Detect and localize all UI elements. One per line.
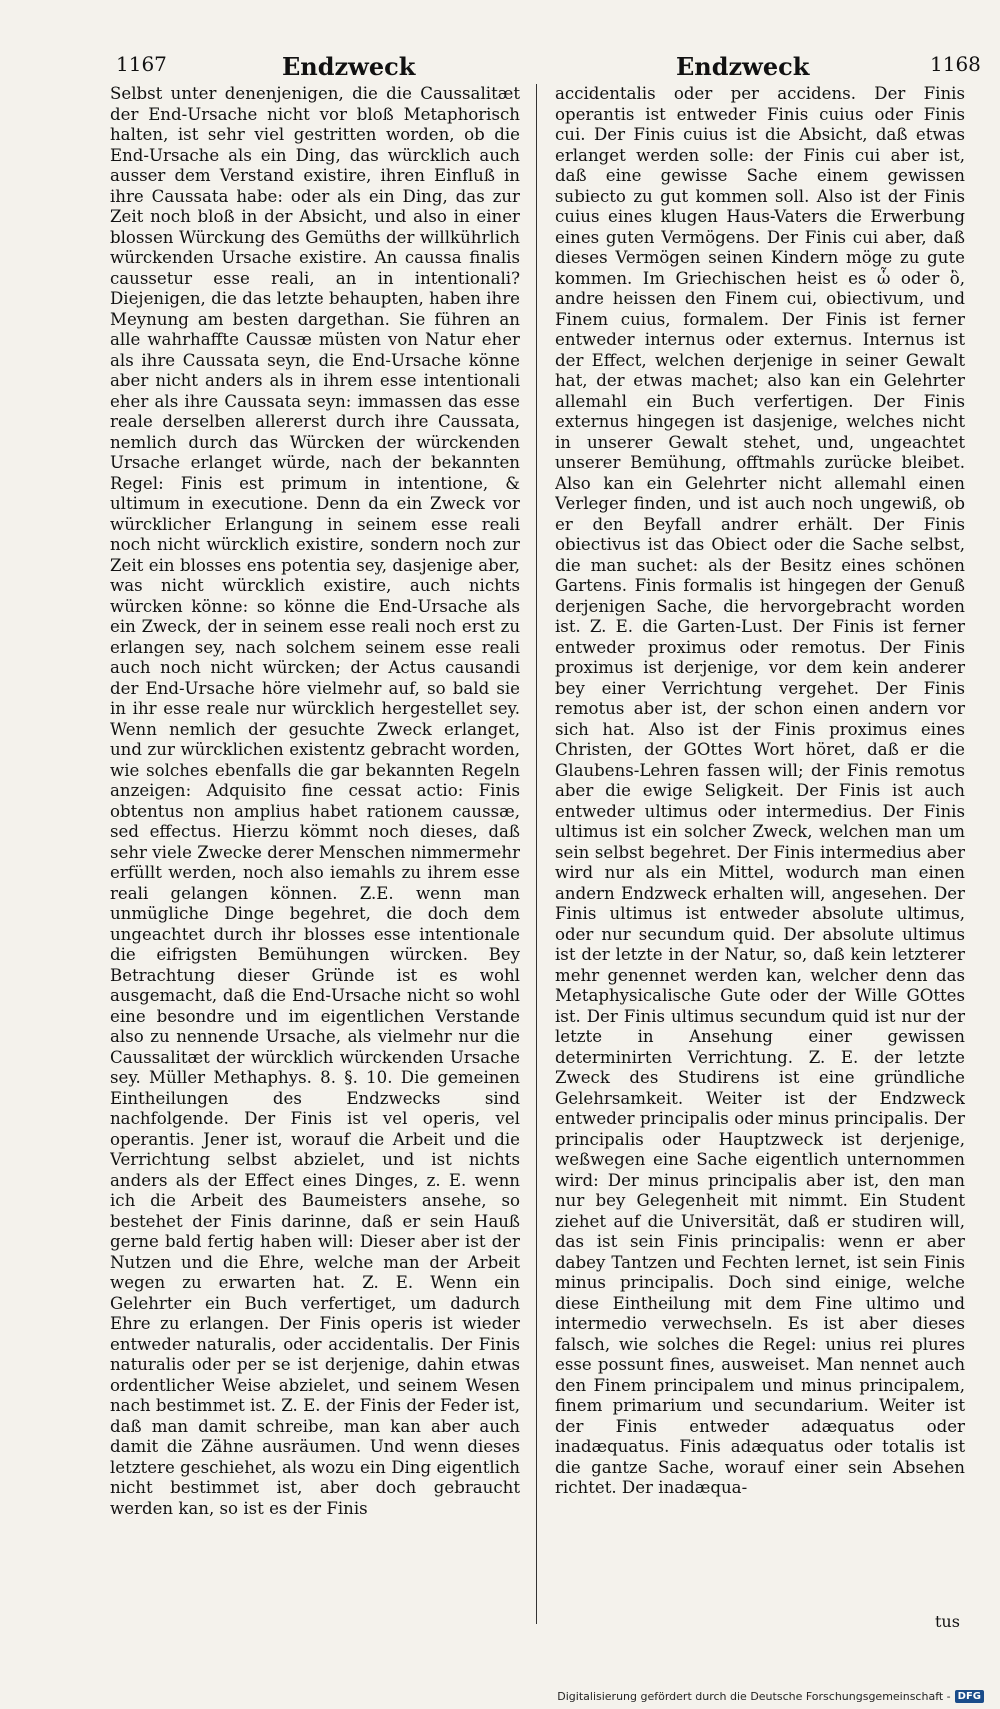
column-divider — [536, 84, 537, 1624]
page-header — [0, 0, 1000, 84]
column-left-text: Selbst unter denenjenigen, die die Caussalitæt der End-Ursache nicht vor bloß Metaphorisch halten, ist sehr viel gestritten worden, ob die End-Ursache als ein Ding, das würcklich auch ausser dem Verstand existire, ihren Einfluß in ihre Caussata habe: oder als ein Ding, das zur Zeit noch bloß in der Absicht, und also in einer blossen Würckung des Gemüths der willkührlich würckenden Ursache existire. An caussa finalis caussetur esse reali, an in intentionali? Diejenigen, die das letzte behaupten, haben ihre Meynung am besten dargethan. Sie führen an alle wahrhaffte Caussæ müsten von Natur eher als ihre Caussata seyn, die End-Ursache könne aber nicht anders als in ihrem esse intentionali eher als ihre Caussata seyn: immassen das esse reale derselben allererst durch ihre Caussata, nemlich durch das Würcken der würckenden Ursache erlanget würde, nach der bekannten Regel: Finis est primum in intentione, & ultimum in executione. Denn da ein Zweck vor würcklicher Erlangung in seinem esse reali noch nicht würcklich existire, sondern noch zur Zeit ein blosses ens potentia sey, dasjenige aber, was nicht würcklich existire, auch nichts würcken könne: so könne die End-Ursache als ein Zweck, der in seinem esse reali noch erst zu erlangen sey, nach solchem seinem esse reali auch noch nicht würcken; der Actus causandi der End-Ursache höre vielmehr auf, so bald sie in ihr esse reale nur würcklich hergestellet sey. Wenn nemlich der gesuchte Zweck erlanget, und zur würcklichen existentz gebracht worden, wie solches ebenfalls die gar bekannten Regeln anzeigen: Adquisito fine cessat actio: Finis obtentus non amplius habet rationem caussæ, sed effectus. Hierzu kömmt noch dieses, daß sehr viele Zwecke derer Menschen nimmermehr erfüllt werden, noch also iemahls zu ihrem esse reali gelangen können. Z.E. wenn man unmügliche Dinge begehret, die doch dem ungeachtet durch ihr blosses esse intentionale die eifrigsten Bemühungen würcken. Bey Betrachtung dieser Gründe ist es wohl ausgemacht, daß die End-Ursache nicht so wohl eine besondre und im eigentlichen Verstande also zu nennende Ursache, als vielmehr nur die Caussalitæt der würcklich würckenden Ursache sey. Müller Methaphys. 8. §. 10. Die gemeinen Eintheilungen des Endzwecks sind nachfolgende. Der Finis ist vel operis, vel operantis. Jener ist, worauf die Arbeit und die Verrichtung selbst abzielet, und ist nichts anders als der Effect eines Dinges, z. E. wenn ich die Arbeit des Baumeisters ansehe, so bestehet der Finis darinne, daß er sein Hauß gerne bald fertig haben will: Dieser aber ist der Nutzen und die Ehre, welche man der Arbeit wegen zu erwarten hat. Z. E. Wenn ein Gelehrter ein Buch verfertiget, um dadurch Ehre zu erlangen. Der Finis operis ist wieder entweder naturalis, oder accidentalis. Der Finis naturalis oder per se ist derjenige, dahin etwas ordentlicher Weise abzielet, und seinem Wesen nach bestimmet ist. Z. E. der Finis der Feder ist, daß man damit schreibe, man kan aber auch damit die Zähne ausräumen. Und wenn dieses letztere geschiehet, als wozu ein Ding eigentlich nicht bestimmet ist, aber doch gebraucht werden kan, so ist es der Finis — [110, 84, 520, 1518]
dfg-logo: DFG — [955, 1690, 984, 1703]
page-number-left: 1167 — [116, 52, 167, 76]
digitization-footer — [557, 1690, 984, 1703]
text-column-left — [110, 84, 520, 1624]
page-number-right: 1168 — [930, 52, 981, 76]
running-head-right: Endzweck — [676, 52, 810, 81]
catchword: tus — [935, 1612, 960, 1631]
running-head-left: Endzweck — [282, 52, 416, 81]
text-column-right — [555, 84, 965, 1624]
column-right-text: accidentalis oder per accidens. Der Finis operantis ist entweder Finis cuius oder Finis cui. Der Finis cuius ist die Absicht, daß etwas erlanget werden solle: der Finis cui aber ist, daß eine gewisse Sache einem gewissen subiecto zu gut kommen soll. Also ist der Finis cuius eines klugen Haus-Vaters die Erwerbung eines guten Vermögens. Der Finis cui aber, daß dieses Vermögen seinen Kindern möge zu gute kommen. Im Griechischen heist es ὧ oder ὃ, andre heissen den Finem cui, obiectivum, und Finem cuius, formalem. Der Finis ist ferner entweder internus oder externus. Internus ist der Effect, welchen derjenige in seiner Gewalt hat, der etwas machet; also kan ein Gelehrter allemahl ein Buch verfertigen. Der Finis externus hingegen ist dasjenige, welches nicht in unserer Gewalt stehet, und, ungeachtet unserer Bemühung, offtmahls zurücke bleibet. Also kan ein Gelehrter nicht allemahl einen Verleger finden, und ist auch noch ungewiß, ob er den Beyfall andrer erhält. Der Finis obiectivus ist das Obiect oder die Sache selbst, die man suchet: als der Besitz eines schönen Gartens. Finis formalis ist hingegen der Genuß derjenigen Sache, die hervorgebracht worden ist. Z. E. die Garten-Lust. Der Finis ist ferner entweder proximus oder remotus. Der Finis proximus ist derjenige, vor dem kein anderer bey einer Verrichtung vergehet. Der Finis remotus aber ist, der schon einen andern vor sich hat. Also ist der Finis proximus eines Christen, der GOttes Wort höret, daß er die Glaubens-Lehren fassen will; der Finis remotus aber die ewige Seligkeit. Der Finis ist auch entweder ultimus oder intermedius. Der Finis ultimus ist ein solcher Zweck, welchen man um sein selbst begehret. Der Finis intermedius aber wird nur als ein Mittel, wodurch man einen andern Endzweck erhalten will, angesehen. Der Finis ultimus ist entweder absolute ultimus, oder nur secundum quid. Der absolute ultimus ist der letzte in der Natur, so, daß kein letzterer mehr genennet werden kan, welcher denn das Metaphysicalische Gute oder der Wille GOttes ist. Der Finis ultimus secundum quid ist nur der letzte in Ansehung einer gewissen determinirten Verrichtung. Z. E. der letzte Zweck des Studirens ist eine gründliche Gelehrsamkeit. Weiter ist der Endzweck entweder principalis oder minus principalis. Der principalis oder Hauptzweck ist derjenige, weßwegen eine Sache eigentlich unternommen wird: Der minus principalis aber ist, den man nur bey Gelegenheit mit nimmt. Ein Student ziehet auf die Universität, daß er studiren will, das ist sein Finis principalis: wenn er aber dabey Tantzen und Fechten lernet, ist sein Finis minus principalis. Doch sind einige, welche diese Eintheilung mit dem Fine ultimo und intermedio verwechseln. Es ist aber dieses falsch, wie solches die Regel: unius rei plures esse possunt fines, ausweiset. Man nennet auch den Finem principalem und minus principalem, finem primarium und secundarium. Weiter ist der Finis entweder adæquatus oder inadæquatus. Finis adæquatus oder totalis ist die gantze Sache, worauf einer sein Absehen richtet. Der inadæqua- — [555, 84, 965, 1497]
footer-text: Digitalisierung gefördert durch die Deutsche Forschungsgemeinschaft - — [557, 1690, 951, 1703]
